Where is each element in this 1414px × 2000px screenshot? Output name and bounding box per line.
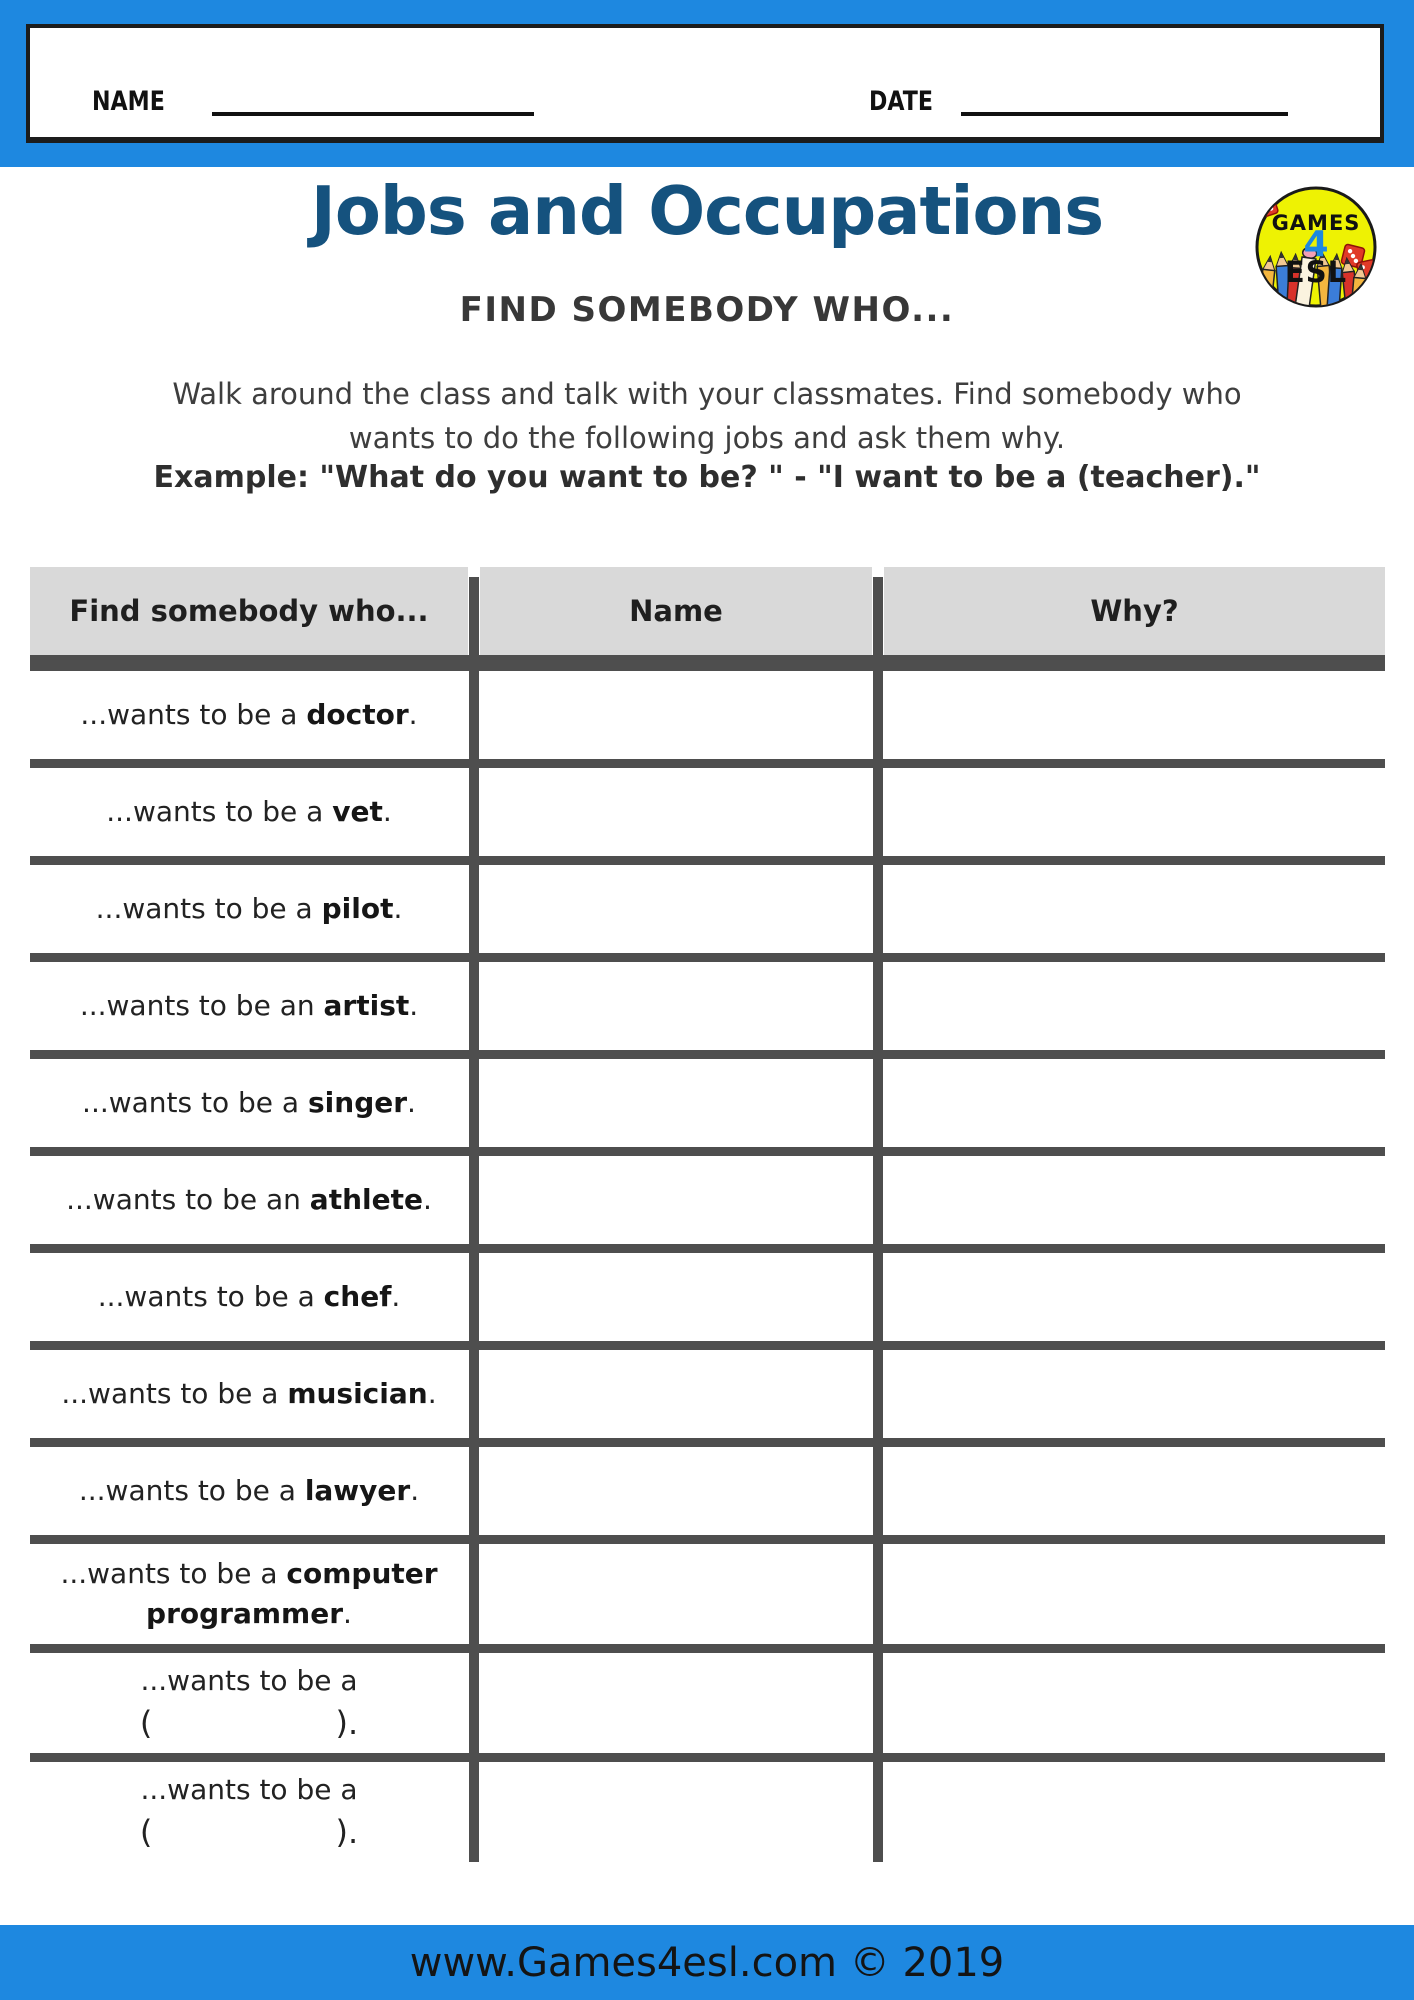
- prompt-cell: [30, 1762, 468, 1862]
- prompt-job: vet: [332, 795, 383, 828]
- date-label: DATE: [869, 86, 934, 117]
- prompt-prefix: ...wants to be a: [140, 1664, 358, 1697]
- page-subtitle: FIND SOMEBODY WHO...: [459, 290, 955, 330]
- prompt-suffix: .: [382, 795, 392, 828]
- column-divider-1: [469, 577, 479, 1862]
- blank-parentheses[interactable]: ( ).: [139, 1813, 359, 1851]
- prompt-prefix: ...wants to be a: [80, 698, 307, 731]
- instructions-line2: wants to do the following jobs and ask them why.: [348, 421, 1066, 455]
- prompt-suffix: .: [422, 1183, 432, 1216]
- prompt-cell: [30, 1544, 468, 1644]
- column-divider-2: [873, 577, 883, 1862]
- top-blue-band: [0, 0, 1414, 167]
- table-row-chef: [30, 1253, 1385, 1341]
- prompt-suffix: .: [407, 1086, 416, 1119]
- prompt-suffix: .: [427, 1377, 437, 1410]
- prompt-prefix: ...wants to be a: [140, 1773, 358, 1806]
- logo-text-4: 4: [1303, 224, 1329, 265]
- name-answer-cell[interactable]: [468, 671, 860, 759]
- footer-band: [0, 1925, 1414, 2000]
- row-divider: [30, 953, 1385, 962]
- prompt-prefix: ...wants to be a: [60, 1557, 287, 1590]
- prompt-suffix: .: [409, 989, 419, 1022]
- table-row-singer: [30, 1059, 1385, 1147]
- prompt-prefix: ...wants to be an: [66, 1183, 310, 1216]
- prompt-cell: [30, 865, 468, 953]
- prompt-job: chef: [323, 1280, 392, 1313]
- name-answer-cell[interactable]: [468, 1059, 860, 1147]
- prompt-job: lawyer: [304, 1474, 411, 1507]
- prompt-job: computer programmer: [146, 1557, 438, 1630]
- row-divider: [30, 1341, 1385, 1350]
- worksheet-table: [30, 567, 1385, 1862]
- why-answer-cell[interactable]: [860, 1253, 1361, 1341]
- why-answer-cell[interactable]: [860, 962, 1361, 1050]
- name-answer-cell[interactable]: [468, 1156, 860, 1244]
- prompt-cell: [30, 1653, 468, 1753]
- why-answer-cell[interactable]: [860, 1447, 1361, 1535]
- column-header-why: Why?: [884, 567, 1385, 655]
- name-answer-cell[interactable]: [468, 1447, 860, 1535]
- example-line: Example: "What do you want to be? " - "I want to be a (teacher).": [153, 460, 1261, 495]
- table-row-artist: [30, 962, 1385, 1050]
- prompt-prefix: ...wants to be a: [106, 795, 333, 828]
- footer-text: www.Games4esl.com © 2019: [409, 1939, 1005, 1986]
- prompt-suffix: .: [391, 1280, 401, 1313]
- table-row-computer-programmer: [30, 1544, 1385, 1644]
- logo-text-games: GAMES: [1271, 211, 1361, 235]
- prompt-cell: [30, 1253, 468, 1341]
- why-answer-cell[interactable]: [860, 671, 1361, 759]
- table-header-row: [30, 567, 1385, 655]
- date-writein-line[interactable]: [961, 112, 1288, 116]
- table-row-blank-2: [30, 1762, 1385, 1862]
- prompt-cell: [30, 671, 468, 759]
- prompt-job: athlete: [309, 1183, 423, 1216]
- why-answer-cell[interactable]: [860, 865, 1361, 953]
- name-answer-cell[interactable]: [468, 1350, 860, 1438]
- row-divider: [30, 759, 1385, 768]
- prompt-suffix: .: [408, 698, 418, 731]
- prompt-cell: [30, 1447, 468, 1535]
- prompt-prefix: ...wants to be a: [82, 1086, 308, 1119]
- prompt-cell: [30, 768, 468, 856]
- why-answer-cell[interactable]: [860, 1350, 1361, 1438]
- table-row-vet: [30, 768, 1385, 856]
- prompt-prefix: ...wants to be a: [61, 1377, 288, 1410]
- name-answer-cell[interactable]: [468, 962, 860, 1050]
- prompt-cell: [30, 962, 468, 1050]
- why-answer-cell[interactable]: [860, 768, 1361, 856]
- name-answer-cell[interactable]: [468, 1653, 860, 1753]
- name-label: NAME: [92, 86, 165, 117]
- prompt-cell: [30, 1059, 468, 1147]
- prompt-cell: [30, 1350, 468, 1438]
- table-row-pilot: [30, 865, 1385, 953]
- prompt-prefix: ...wants to be a: [78, 1474, 305, 1507]
- name-answer-cell[interactable]: [468, 1253, 860, 1341]
- row-divider: [30, 1753, 1385, 1762]
- why-answer-cell[interactable]: [860, 1156, 1361, 1244]
- table-row-blank-1: [30, 1653, 1385, 1753]
- row-divider: [30, 1050, 1385, 1059]
- table-row-lawyer: [30, 1447, 1385, 1535]
- table-row-musician: [30, 1350, 1385, 1438]
- why-answer-cell[interactable]: [860, 1762, 1361, 1862]
- prompt-job: artist: [323, 989, 410, 1022]
- instructions: [0, 372, 1414, 460]
- name-date-box: [26, 24, 1384, 143]
- why-answer-cell[interactable]: [860, 1059, 1361, 1147]
- row-divider: [30, 1147, 1385, 1156]
- table-row-athlete: [30, 1156, 1385, 1244]
- prompt-prefix: ...wants to be a: [97, 1280, 324, 1313]
- row-divider: [30, 1644, 1385, 1653]
- row-divider: [30, 856, 1385, 865]
- column-header-name: Name: [480, 567, 872, 655]
- name-answer-cell[interactable]: [468, 768, 860, 856]
- why-answer-cell[interactable]: [860, 1544, 1361, 1644]
- prompt-job: pilot: [321, 892, 394, 925]
- prompt-prefix: ...wants to be an: [79, 989, 324, 1022]
- page-title: Jobs and Occupations: [310, 172, 1104, 250]
- instructions-line1: Walk around the class and talk with your classmates. Find somebody who: [172, 377, 1242, 411]
- prompt-suffix: .: [410, 1474, 420, 1507]
- why-answer-cell[interactable]: [860, 1653, 1361, 1753]
- blank-parentheses[interactable]: ( ).: [139, 1704, 359, 1742]
- prompt-suffix: .: [343, 1597, 352, 1630]
- prompt-job: singer: [308, 1086, 408, 1119]
- name-answer-cell[interactable]: [468, 865, 860, 953]
- prompt-job: doctor: [306, 698, 409, 731]
- prompt-suffix: .: [393, 892, 403, 925]
- row-divider: [30, 1535, 1385, 1544]
- name-answer-cell[interactable]: [468, 1544, 860, 1644]
- table-row-doctor: [30, 671, 1385, 759]
- row-divider: [30, 1438, 1385, 1447]
- column-header-find-somebody: Find somebody who...: [30, 567, 468, 655]
- table-header-divider: [30, 655, 1385, 671]
- prompt-cell: [30, 1156, 468, 1244]
- row-divider: [30, 1244, 1385, 1253]
- name-answer-cell[interactable]: [468, 1762, 860, 1862]
- logo-text-esl: ESL: [1284, 255, 1348, 289]
- prompt-prefix: ...wants to be a: [95, 892, 322, 925]
- prompt-job: musician: [287, 1377, 428, 1410]
- name-writein-line[interactable]: [212, 112, 534, 116]
